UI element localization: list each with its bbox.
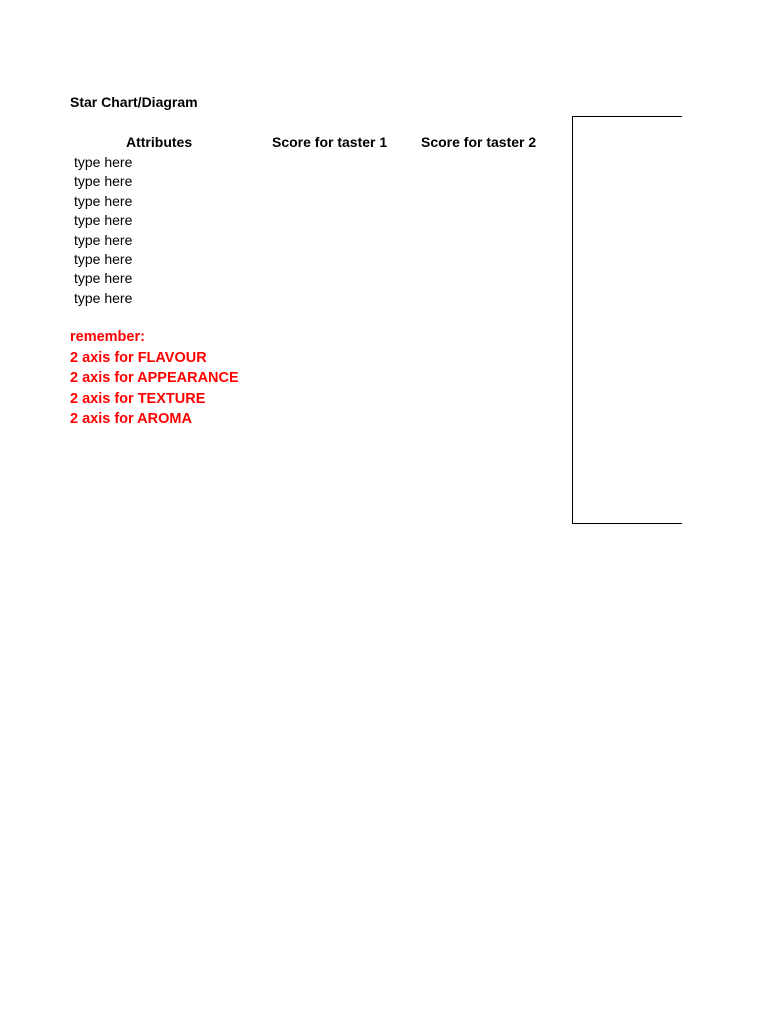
reminder-line: 2 axis for APPEARANCE (70, 370, 239, 386)
attribute-cell[interactable]: type here (74, 212, 133, 229)
attribute-list (74, 154, 132, 309)
header-attributes: Attributes (126, 134, 193, 150)
attribute-cell[interactable]: type here (74, 154, 133, 170)
sheet-title: Star Chart/Diagram (70, 94, 198, 110)
attribute-cell[interactable]: type here (74, 192, 133, 209)
chart-placeholder-frame[interactable] (572, 116, 682, 524)
header-score-taster-2: Score for taster 2 (421, 134, 537, 150)
attribute-cell[interactable]: type here (74, 270, 133, 287)
attribute-cell[interactable]: type here (74, 289, 133, 306)
attribute-cell[interactable]: type here (74, 250, 133, 267)
header-score-taster-1: Score for taster 1 (272, 134, 388, 150)
attribute-cell[interactable]: type here (74, 231, 133, 248)
reminder-line: 2 axis for FLAVOUR (70, 349, 207, 366)
reminder-line: 2 axis for TEXTURE (70, 390, 206, 407)
attribute-cell[interactable]: type here (74, 173, 133, 190)
reminder-heading: remember: (70, 329, 145, 345)
reminder-line: 2 axis for AROMA (70, 411, 192, 427)
reminder-note (70, 328, 239, 431)
